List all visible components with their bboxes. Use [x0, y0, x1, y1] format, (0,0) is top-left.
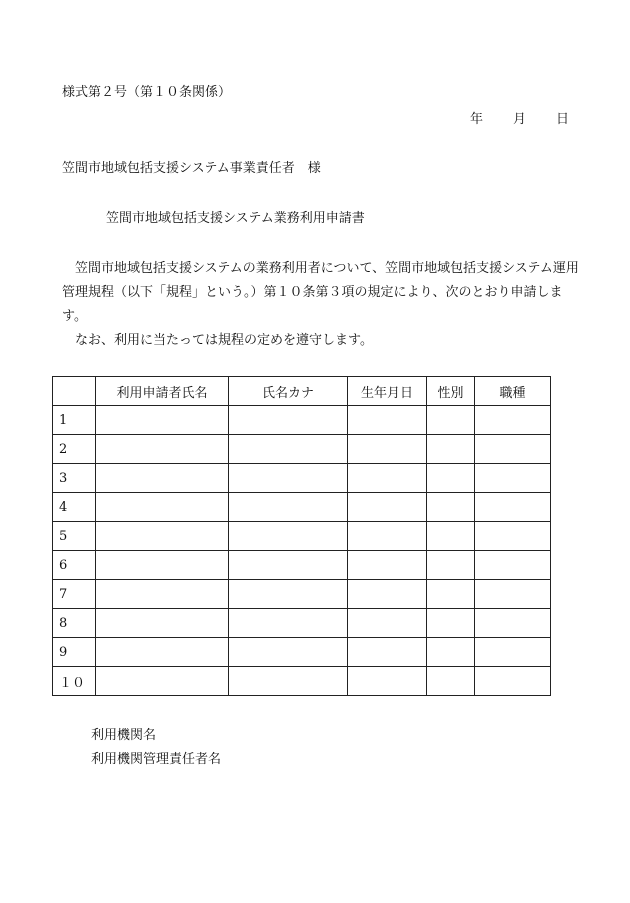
table-row [53, 551, 551, 580]
row-number: 7 [53, 580, 96, 609]
row-number: 9 [53, 638, 96, 667]
row-number: 4 [53, 493, 96, 522]
name-kana-cell[interactable] [229, 464, 348, 493]
form-number: 様式第２号（第１０条関係） [62, 85, 232, 100]
table-row [53, 609, 551, 638]
birthdate-cell[interactable] [348, 580, 427, 609]
birthdate-cell[interactable] [348, 406, 427, 435]
org-name-label: 利用機関名 [91, 728, 157, 743]
row-number: 8 [53, 609, 96, 638]
applicant-name-cell[interactable] [96, 406, 229, 435]
table-row [53, 522, 551, 551]
occupation-cell[interactable] [475, 406, 551, 435]
body-paragraph-2: なお、利用に当たっては規程の定めを遵守します。 [75, 333, 373, 348]
gender-cell[interactable] [427, 493, 475, 522]
birthdate-cell[interactable] [348, 551, 427, 580]
row-number: 2 [53, 435, 96, 464]
occupation-cell[interactable] [475, 609, 551, 638]
name-kana-cell[interactable] [229, 667, 348, 696]
name-kana-cell[interactable] [229, 609, 348, 638]
occupation-cell[interactable] [475, 464, 551, 493]
applicant-name-cell[interactable] [96, 522, 229, 551]
name-kana-cell[interactable] [229, 551, 348, 580]
table-row [53, 638, 551, 667]
row-number: 5 [53, 522, 96, 551]
occupation-cell[interactable] [475, 551, 551, 580]
applicant-name-cell[interactable] [96, 609, 229, 638]
occupation-cell[interactable] [475, 667, 551, 696]
birthdate-cell[interactable] [348, 493, 427, 522]
table-row [53, 435, 551, 464]
applicant-name-cell[interactable] [96, 464, 229, 493]
date-year-label: 年 [470, 112, 484, 127]
applicant-name-cell[interactable] [96, 638, 229, 667]
name-kana-cell[interactable] [229, 580, 348, 609]
occupation-cell[interactable] [475, 638, 551, 667]
occupation-cell[interactable] [475, 580, 551, 609]
date-day-label: 日 [556, 112, 570, 127]
table-header-gender: 性別 [427, 377, 475, 406]
gender-cell[interactable] [427, 667, 475, 696]
applicant-name-cell[interactable] [96, 435, 229, 464]
gender-cell[interactable] [427, 638, 475, 667]
table-row [53, 667, 551, 696]
body-text [62, 257, 580, 353]
gender-cell[interactable] [427, 522, 475, 551]
name-kana-cell[interactable] [229, 435, 348, 464]
row-number: 6 [53, 551, 96, 580]
date-month-label: 月 [513, 112, 527, 127]
table-header-birthdate: 生年月日 [348, 377, 427, 406]
table-header-applicant-name: 利用申請者氏名 [96, 377, 229, 406]
name-kana-cell[interactable] [229, 522, 348, 551]
table-header-number [53, 377, 96, 406]
gender-cell[interactable] [427, 406, 475, 435]
applicant-name-cell[interactable] [96, 580, 229, 609]
table-row [53, 580, 551, 609]
org-manager-label: 利用機関管理責任者名 [91, 752, 222, 767]
birthdate-cell[interactable] [348, 667, 427, 696]
gender-cell[interactable] [427, 609, 475, 638]
birthdate-cell[interactable] [348, 435, 427, 464]
addressee: 笠間市地域包括支援システム事業責任者 様 [62, 161, 321, 176]
document-title: 笠間市地域包括支援システム業務利用申請書 [106, 211, 365, 226]
table-header-name-kana: 氏名カナ [229, 377, 348, 406]
name-kana-cell[interactable] [229, 406, 348, 435]
table-row [53, 464, 551, 493]
birthdate-cell[interactable] [348, 464, 427, 493]
gender-cell[interactable] [427, 580, 475, 609]
row-number: １０ [53, 667, 96, 696]
occupation-cell[interactable] [475, 493, 551, 522]
date-line [470, 108, 569, 127]
name-kana-cell[interactable] [229, 638, 348, 667]
row-number: 3 [53, 464, 96, 493]
gender-cell[interactable] [427, 551, 475, 580]
applicant-name-cell[interactable] [96, 667, 229, 696]
gender-cell[interactable] [427, 464, 475, 493]
table-row [53, 493, 551, 522]
applicant-name-cell[interactable] [96, 551, 229, 580]
table-header-row [53, 377, 551, 406]
birthdate-cell[interactable] [348, 609, 427, 638]
birthdate-cell[interactable] [348, 522, 427, 551]
applicant-name-cell[interactable] [96, 493, 229, 522]
table-header-occupation: 職種 [475, 377, 551, 406]
table-row [53, 406, 551, 435]
gender-cell[interactable] [427, 435, 475, 464]
applicant-table [52, 376, 551, 696]
row-number: 1 [53, 406, 96, 435]
occupation-cell[interactable] [475, 522, 551, 551]
birthdate-cell[interactable] [348, 638, 427, 667]
occupation-cell[interactable] [475, 435, 551, 464]
name-kana-cell[interactable] [229, 493, 348, 522]
body-paragraph-1: 笠間市地域包括支援システムの業務利用者について、笠間市地域包括支援システム運用管理規程（以下「規程」という。）第１０条第３項の規定により、次のとおり申請します。 [62, 261, 579, 324]
